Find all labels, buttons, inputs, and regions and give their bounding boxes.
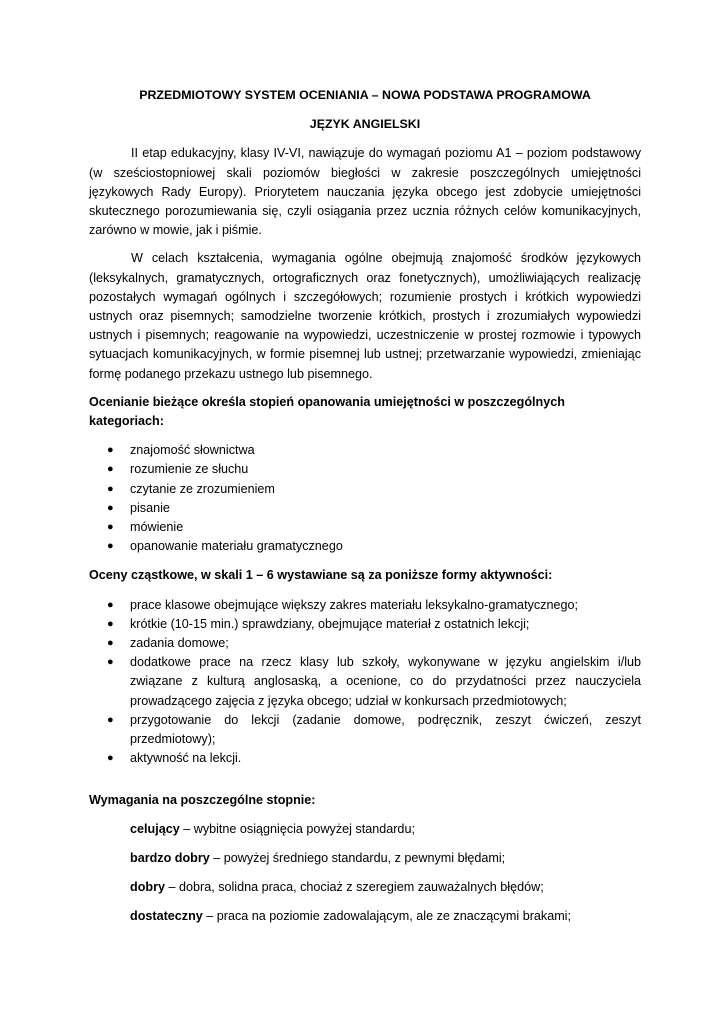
section-heading-categories: Ocenianie bieżące określa stopień opanowania umiejętności w poszczególnych kategoriach: bbox=[89, 394, 565, 429]
grade-term: celujący bbox=[130, 821, 180, 836]
list-item bbox=[89, 711, 641, 749]
list-item bbox=[89, 537, 641, 556]
activity-list bbox=[89, 596, 641, 769]
list-item-text: pisanie bbox=[130, 500, 170, 515]
grade-description: – wybitne osiągnięcia powyżej standardu; bbox=[179, 821, 415, 836]
grade-item bbox=[89, 878, 641, 897]
bullet-icon: ● bbox=[107, 482, 114, 495]
document-title: PRZEDMIOTOWY SYSTEM OCENIANIA – NOWA PODSTAWA PROGRAMOWA bbox=[139, 88, 591, 102]
list-item-text: przygotowanie do lekcji (zadanie domowe, podręcznik, zeszyt ćwiczeń, zeszyt przedmiotowy); bbox=[130, 712, 641, 747]
bullet-icon: ● bbox=[107, 540, 114, 553]
bullet-icon: ● bbox=[107, 501, 114, 514]
bullet-icon: ● bbox=[107, 463, 114, 476]
document-subtitle: JĘZYK ANGIELSKI bbox=[309, 117, 421, 132]
list-item bbox=[89, 749, 641, 768]
bullet-icon: ● bbox=[107, 598, 114, 611]
list-item bbox=[89, 499, 641, 518]
list-item bbox=[89, 460, 641, 479]
bullet-icon: ● bbox=[107, 521, 114, 534]
bullet-icon: ● bbox=[107, 752, 114, 765]
grade-list bbox=[89, 820, 641, 927]
list-item-text: opanowanie materiału gramatycznego bbox=[130, 539, 343, 554]
list-item bbox=[89, 518, 641, 537]
bullet-icon: ● bbox=[107, 637, 114, 650]
list-item-text: prace klasowe obejmujące większy zakres materiału leksykalno-gramatycznego; bbox=[130, 597, 578, 612]
list-item bbox=[89, 653, 641, 711]
grade-description: – dobra, solidna praca, chociaż z szeregiem zauważalnych błędów; bbox=[164, 880, 544, 895]
list-item-text: rozumienie ze słuchu bbox=[130, 462, 249, 477]
list-item-text: znajomość słownictwa bbox=[130, 443, 255, 458]
grade-term: dostateczny bbox=[130, 909, 203, 924]
list-item-text: mówienie bbox=[130, 520, 184, 535]
goals-paragraph: W celach kształcenia, wymagania ogólne obejmują znajomość środków językowych (leksykalnych, gramatycznych, ortograficznych oraz fonetycznych), umożliwiających realizację pozostałych wymagań ogólnych i szczegółowych; rozumienie prostych i krótkich wypowiedzi ustnych oraz pisemnych; samodzielne tworzenie krótkich, prostych i zrozumiałych wypowiedzi ustnych i pisemnych; reagowanie na wypowiedzi, uczestniczenie w prostej rozmowie i typowych sytuacjach komunikacyjnych, w formie pisemnej lub ustnej; przetwarzanie wypowiedzi, zmieniając formę podanego przekazu ustnego lub pisemnego. bbox=[89, 251, 641, 381]
bullet-icon: ● bbox=[107, 656, 114, 669]
list-item bbox=[89, 615, 641, 634]
list-item-text: czytanie ze zrozumieniem bbox=[130, 481, 275, 496]
grade-description: – powyżej średniego standardu, z pewnymi błędami; bbox=[209, 850, 506, 865]
section-heading-activities: Oceny cząstkowe, w skali 1 – 6 wystawiane są za poniższe formy aktywności: bbox=[89, 568, 553, 583]
list-item-text: aktywność na lekcji. bbox=[130, 751, 242, 766]
grade-item bbox=[89, 849, 641, 868]
list-item bbox=[89, 480, 641, 499]
list-item-text: krótkie (10-15 min.) sprawdziany, obejmujące materiał z ostatnich lekcji; bbox=[130, 616, 530, 631]
list-item bbox=[89, 634, 641, 653]
grade-term: bardzo dobry bbox=[130, 850, 210, 865]
intro-paragraph: II etap edukacyjny, klasy IV-VI, nawiązuje do wymagań poziomu A1 – poziom podstawowy (w sześciostopniowej skali poziomów biegłości w zakresie poszczególnych umiejętności językowych Rady Europy). Priorytetem nauczania języka obcego jest zdobycie umiejętności skutecznego porozumiewania się, czyli osiągania przez ucznia różnych celów komunikacyjnych, zarówno w mowie, jak i piśmie. bbox=[89, 146, 641, 238]
section-heading-requirements: Wymagania na poszczególne stopnie: bbox=[89, 792, 316, 807]
list-item-text: zadania domowe; bbox=[130, 636, 229, 651]
grade-description: – praca na poziomie zadowalającym, ale ze znaczącymi brakami; bbox=[202, 909, 571, 924]
list-item bbox=[89, 596, 641, 615]
grade-item bbox=[89, 820, 641, 839]
bullet-icon: ● bbox=[107, 713, 114, 726]
bullet-icon: ● bbox=[107, 444, 114, 457]
category-list bbox=[89, 441, 641, 556]
grade-item bbox=[89, 907, 641, 926]
grade-term: dobry bbox=[130, 880, 165, 895]
list-item-text: dodatkowe prace na rzecz klasy lub szkoły, wykonywane w języku angielskim i/lub związane z kulturą anglosaską, a ocenione, co do przydatności przez nauczyciela prowadzącego zajęcia z języka obcego; udział w konkursach przedmiotowych; bbox=[130, 655, 641, 708]
list-item bbox=[89, 441, 641, 460]
bullet-icon: ● bbox=[107, 617, 114, 630]
